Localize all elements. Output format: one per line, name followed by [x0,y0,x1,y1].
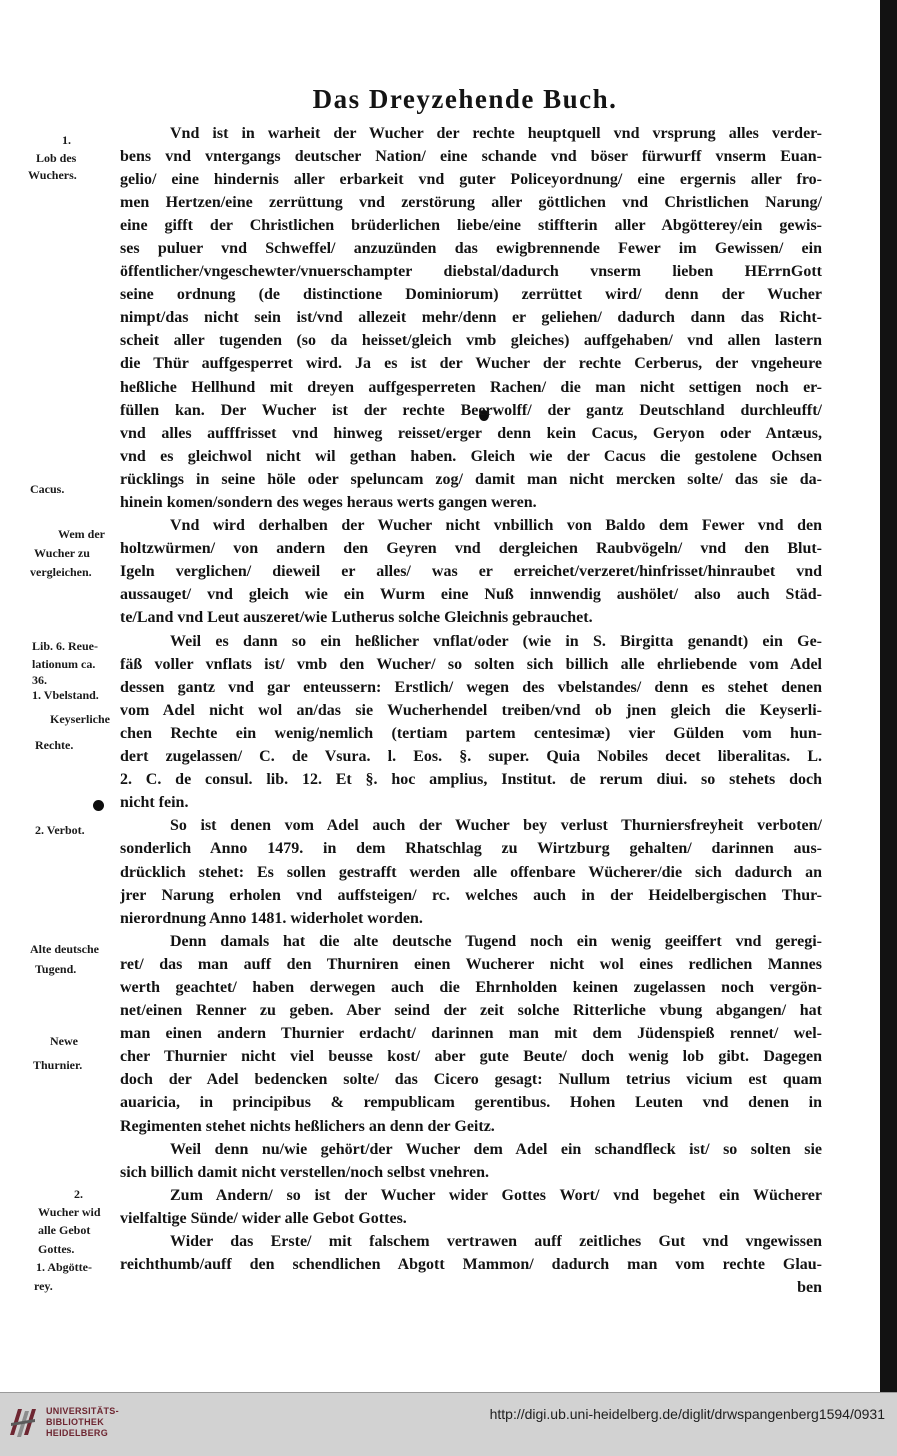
body-line: nicht fein. [120,794,189,812]
margin-note: 2. [74,1187,83,1201]
body-line: seine ordnung (de distinctione Dominiorum) zerrüttet wird/ denn der Wucher [120,286,822,304]
body-line: füllen kan. Der Wucher ist der rechte Beerwolff/ der gantz Deutschland durchleufft/ [120,401,822,419]
library-name-line: BIBLIOTHEK [46,1417,104,1427]
body-line: rücklings in seine höle oder speluncam zog/ damit man nicht mercken solte/ das sie da- [120,470,822,488]
margin-note: Newe [50,1034,78,1048]
body-line: öffentlicher/vngeschewter/vnuerschampter diebstal/dadurch vnserm lieben HErrnGott [120,263,822,281]
body-line: drücklich stehet: Es sollen gestrafft werden alle offenbare Wücherer/die sich dadurch an [120,863,822,881]
body-line: die Thür auffgesperret wird. Ja es ist der Wucher der rechte Cerberus, der vngeheure [120,355,822,373]
margin-note: rey. [34,1279,53,1293]
body-line: dert zugelassen/ C. de Vsura. l. Eos. §. super. Quia Nobiles decet liberalitas. L. [120,748,822,766]
body-line: Igeln verglichen/ dieweil er alles/ was er erreichet/verzeret/hinfrisset/hinraubet vnd [120,563,822,581]
body-line: vnd alles aufffrisset vnd hinweg reisset/erger denn kein Cacus, Geryon oder Antæus, [120,424,822,442]
body-line: Vnd wird derhalben der Wucher nicht vnbillich von Baldo dem Fewer vnd den [170,517,822,535]
body-line: scheit aller tugenden (so da heisset/gleich vmb gleiches) auffgehaben/ vnd allen lastern [120,332,822,350]
body-line: Denn damals hat die alte deutsche Tugend noch ein wenig geeiffert vnd geregi- [170,932,822,950]
running-head: Das Dreyzehende Buch. [312,84,618,114]
library-name [46,1406,119,1439]
body-line: bens vnd vntergangs deutscher Nation/ eine schande vnd böser fürwurff vnserm Euan- [120,147,822,165]
margin-note: Tugend. [35,962,77,976]
body-line: sonderlich Anno 1479. in dem Rhatschlag zu Wirtzburg gehalten/ darinnen aus- [120,840,822,858]
margin-note: vergleichen. [30,565,92,579]
margin-note: lationum ca. [32,657,96,671]
body-line: gelio/ eine hindernis aller erbarkeit vnd guter Policeyordnung/ eine ergernis aller fro- [120,170,822,188]
margin-note: 1. [62,133,71,147]
body-line: heßliche Hellhund mit dreyen auffgesperreten Rachen/ die man nicht settigen noch er- [120,378,822,396]
body-line: ses puluer vnd Schweffel/ anzuzünden das ewigbrennende Fewer im Gewissen/ ein [120,239,822,257]
margin-note: Wem der [58,527,105,541]
body-line: jrer Narung erholen vnd auffsteigen/ rc. welches auch in der Heidelbergischen Thur- [120,886,822,904]
margin-note: Wuchers. [28,168,77,182]
ub-heidelberg-logo-icon [8,1405,38,1441]
body-line: werth geachtet/ haben derwegen auch die Ehrnholden keinen zugelassen noch vergön- [120,978,822,996]
body-line: cher Thurnier nicht viel beusse kost/ aber gute Beute/ doch wenig lob gibt. Dagegen [120,1048,822,1066]
body-line: nierordnung Anno 1481. widerholet worden. [120,909,423,927]
ink-blot [93,800,104,811]
body-line: fäß voller vnflats ist/ vmb den Wucher/ so solten sich billich alle ehrliebende vom Adel [120,655,822,673]
margin-note: Rechte. [35,738,74,752]
body-line: eine gifft der Christlichen brüderlichen liebe/eine stiffterin aller Abgötterey/ein gewis- [120,216,822,234]
body-text [120,122,822,1300]
margin-note: Thurnier. [33,1058,83,1072]
scan-edge-shadow [880,0,897,1392]
margin-note: 1. Vbelstand. [32,688,99,702]
margin-note: Lib. 6. Reue- [32,639,98,653]
margin-note: 1. Abgötte- [36,1260,92,1274]
body-line: Weil denn nu/wie gehört/der Wucher dem Adel ein schandfleck ist/ so solten sie [170,1140,822,1158]
body-line: So ist denen vom Adel auch der Wucher bey verlust Thurniersfreyheit verboten/ [170,817,822,835]
body-line: nimpt/das nicht sein ist/vnd allezeit mehr/denn er geliehen/ dadurch dann das Richt- [120,309,822,327]
body-line: man einen andern Thurnier erdacht/ darinnen man mit dem Jüdenspieß rennet/ wel- [120,1025,822,1043]
permalink-url: http://digi.ub.uni-heidelberg.de/diglit/drwspangenberg1594/0931 [489,1406,885,1422]
body-line: dessen gantz vnd gar enteussern: Erstlich/ wegen des vbelstandes/ denn es stehet denen [120,678,822,696]
margin-note: Wucher wid [38,1205,101,1219]
body-line: 2. C. de consul. lib. 12. Et §. hoc amplius, Institut. de rerum diui. so stehets doch [120,771,822,789]
margin-note: 2. Verbot. [35,823,85,837]
margin-note: Lob des [36,151,77,165]
body-line: Wider das Erste/ mit falschem vertrawen auff zeitliches Gut vnd vngewissen [170,1233,822,1250]
body-line: holtzwürmen/ von andern den Geyren vnd dergleichen Raubvögeln/ vnd den Blut- [120,540,822,558]
body-line: Weil es dann so ein heßlicher vnflat/oder (wie in S. Birgitta genandt) ein Ge- [170,632,822,650]
body-line: ret/ das man auff den Thurniren einen Wucherer nicht wol eines redlichen Mannes [120,955,822,973]
body-line: te/Land vnd Leut auszeret/wie Lutherus solche Gleichnis gebrauchet. [120,609,593,627]
body-line: chen Rechte ein wenig/nemlich (tertiam partem centesimæ) vier Gülden vom hun- [120,724,822,742]
margin-note: alle Gebot [38,1223,91,1237]
body-line: vielfaltige Sünde/ wider alle Gebot Gottes. [120,1209,407,1227]
body-line: Regimenten stehet nichts heßlichers an denn der Geitz. [120,1117,495,1135]
margin-note: Alte deutsche [30,942,99,956]
body-line: Zum Andern/ so ist der Wucher wider Gottes Wort/ vnd begehet ein Wücherer [170,1186,822,1204]
margin-note: Gottes. [38,1242,75,1256]
margin-note: Wucher zu [34,546,90,560]
library-footer [0,1392,897,1456]
body-line: Vnd ist in warheit der Wucher der rechte heuptquell vnd vrsprung alles verder- [170,124,822,142]
body-line: reichthumb/auff den schendlichen Abgott Mammon/ dadurch man vom rechte Glau- [120,1256,822,1274]
body-line: men Hertzen/eine zerrüttung vnd zerstörung aller göttlichen vnd Christlichen Narung/ [120,193,822,211]
body-line: net/einen Renner zu geben. Aber seind der zeit solche Ritterliche vbung abgangen/ hat [120,1002,822,1020]
body-line: aussauget/ vnd gleich wie ein Wurm eine Nuß innwendig aushölet/ also auch Städ- [120,586,822,604]
catchword: ben [797,1279,822,1297]
body-line: vom Adel nicht wol an/das sie Wucherhendel treiben/vnd ob jnen gleich die Keyserli- [120,701,822,719]
margin-note: Cacus. [30,482,65,496]
library-name-line: HEIDELBERG [46,1428,109,1438]
body-line: auaricia, in principibus & rempublicam gerentibus. Hohen Leuten vnd denen in [120,1094,822,1112]
body-line: sich billich damit nicht verstellen/noch selbst vnehren. [120,1163,490,1181]
library-name-line: UNIVERSITÄTS- [46,1406,119,1416]
body-line: hinein komen/sondern des weges heraus werts gangen weren. [120,494,537,511]
body-line: doch der Adel bedencken solte/ das Cicero gesagt: Nullum tetrius vicium est quam [120,1071,822,1089]
margin-note: 36. [32,673,47,687]
margin-note: Keyserliche [50,712,110,726]
body-line: vnd es gleichwol nicht wil gethan haben. Gleich wie der Cacus die gestolene Ochsen [120,447,822,465]
